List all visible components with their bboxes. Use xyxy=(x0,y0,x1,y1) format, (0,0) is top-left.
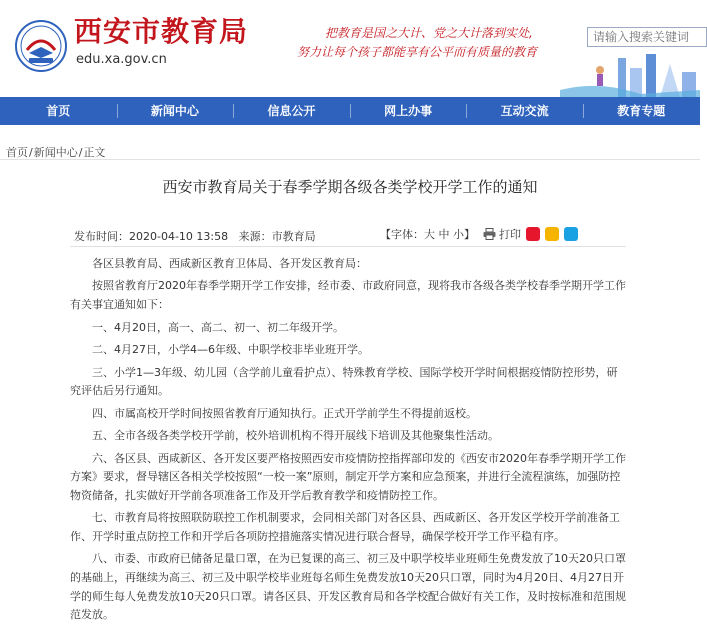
print-icon xyxy=(483,228,496,240)
article-paragraph: 七、市教育局将按照联防联控工作机制要求，会同相关部门对各区县、西咸新区、各开发区学校开学前准备工作、开学时重点防控工作和开学后各项防控措施落实情况进行联合督导，确保学校开学工作平稳有序。 xyxy=(70,511,620,543)
publish-time: 2020-04-10 13:58 xyxy=(129,230,229,243)
font-close: 】 xyxy=(464,228,475,241)
article-paragraph: 二、4月27日，小学4—6年级、中职学校非毕业班开学。 xyxy=(92,343,369,357)
font-size-control xyxy=(380,226,475,242)
nav-item-education-topics[interactable]: 教育专题 xyxy=(583,97,700,125)
slogan-line-2: 努力让每个孩子都能享有公平而有质量的教育 xyxy=(297,45,538,59)
article-paragraph: 各区县教育局、西咸新区教育卫体局、各开发区教育局： xyxy=(92,257,367,270)
share-qq-icon[interactable] xyxy=(564,227,578,241)
share-weibo-icon[interactable] xyxy=(526,227,540,241)
nav-item-info-public[interactable]: 信息公开 xyxy=(233,97,350,125)
font-small-button[interactable]: 小 xyxy=(453,228,464,241)
meta-divider xyxy=(70,246,626,247)
article-meta xyxy=(74,228,316,244)
nav-item-online-service[interactable]: 网上办事 xyxy=(350,97,467,125)
breadcrumb xyxy=(6,144,105,160)
breadcrumb-current: 正文 xyxy=(83,146,106,159)
nav-item-home[interactable]: 首页 xyxy=(46,104,71,118)
article-title: 西安市教育局关于春季学期各级各类学校开学工作的通知 xyxy=(162,178,538,196)
nav-item-news[interactable]: 新闻中心 xyxy=(117,97,234,125)
article-body xyxy=(70,255,628,629)
print-button[interactable] xyxy=(483,226,521,242)
source-value: 市教育局 xyxy=(271,230,316,243)
article-paragraph: 八、市委、市政府已储备足量口罩，在为已复课的高三、初三及中职学校毕业班师生免费发放了10天20只口罩的基础上，再继续为高三、初三及中职学校毕业班每名师生免费发放10天20只口罩，同时为4月20日、4月27日开学的师生每人免费发放10天20只口罩。请各区县、开发区教育局和各学校配合做好有关工作，及时按标准和范围规范发放。 xyxy=(70,552,626,622)
slogan-line-1: 把教育是国之大计、党之大计落到实处, xyxy=(325,26,533,40)
main-nav xyxy=(0,97,700,125)
article-paragraph: 六、各区县、西咸新区、各开发区要严格按照西安市疫情防控指挥部印发的《西安市2020年春季学期开学工作方案》要求，督导辖区各相关学校按照“一校一案”原则，制定开学方案和应急预案，并进行全流程演练，加强防控物资储备，扎实做好开学前各项准备工作及开学后教育教学和疫情防控工作。 xyxy=(70,451,626,502)
print-label: 打印 xyxy=(499,228,521,241)
header-illustration xyxy=(560,50,700,97)
education-bureau-logo[interactable] xyxy=(15,20,67,72)
article-paragraph: 按照省教育厅2020年春季学期开学工作安排，经市委、市政府同意，现将我市各级各类学校春季学期开学工作有关事宜通知如下： xyxy=(70,279,626,312)
site-header xyxy=(0,0,700,97)
breadcrumb-separator: / xyxy=(29,146,33,159)
source-label: 来源： xyxy=(238,230,272,243)
article-paragraph: 三、小学1—3年级、幼儿园（含学前儿童看护点）、特殊教育学校、国际学校开学时间根据疫情防控形势，研究评估后另行通知。 xyxy=(70,365,618,398)
font-medium-button[interactable]: 中 xyxy=(438,228,450,241)
site-domain: edu.xa.gov.cn xyxy=(76,52,167,67)
breadcrumb-separator: / xyxy=(78,146,83,159)
breadcrumb-divider xyxy=(0,159,700,160)
publish-label: 发布时间： xyxy=(74,230,129,243)
article-tools xyxy=(380,225,578,243)
breadcrumb-news[interactable]: 新闻中心 xyxy=(33,146,78,159)
nav-item-interaction[interactable]: 互动交流 xyxy=(466,97,583,125)
font-large-button[interactable]: 大 xyxy=(424,228,435,241)
search-input[interactable] xyxy=(587,27,707,47)
article-paragraph: 一、4月20日，高一、高二、初一、初二年级开学。 xyxy=(92,320,344,334)
article-paragraph: 五、全市各级各类学校开学前，校外培训机构不得开展线下培训及其他聚集性活动。 xyxy=(92,429,499,443)
article-paragraph: 四、市属高校开学时间按照省教育厅通知执行。正式开学前学生不得提前返校。 xyxy=(92,406,477,420)
site-title[interactable]: 西安市教育局 xyxy=(74,15,249,48)
font-label: 【字体： xyxy=(380,228,424,241)
breadcrumb-home[interactable]: 首页 xyxy=(6,146,28,159)
share-qzone-icon[interactable] xyxy=(545,227,559,241)
